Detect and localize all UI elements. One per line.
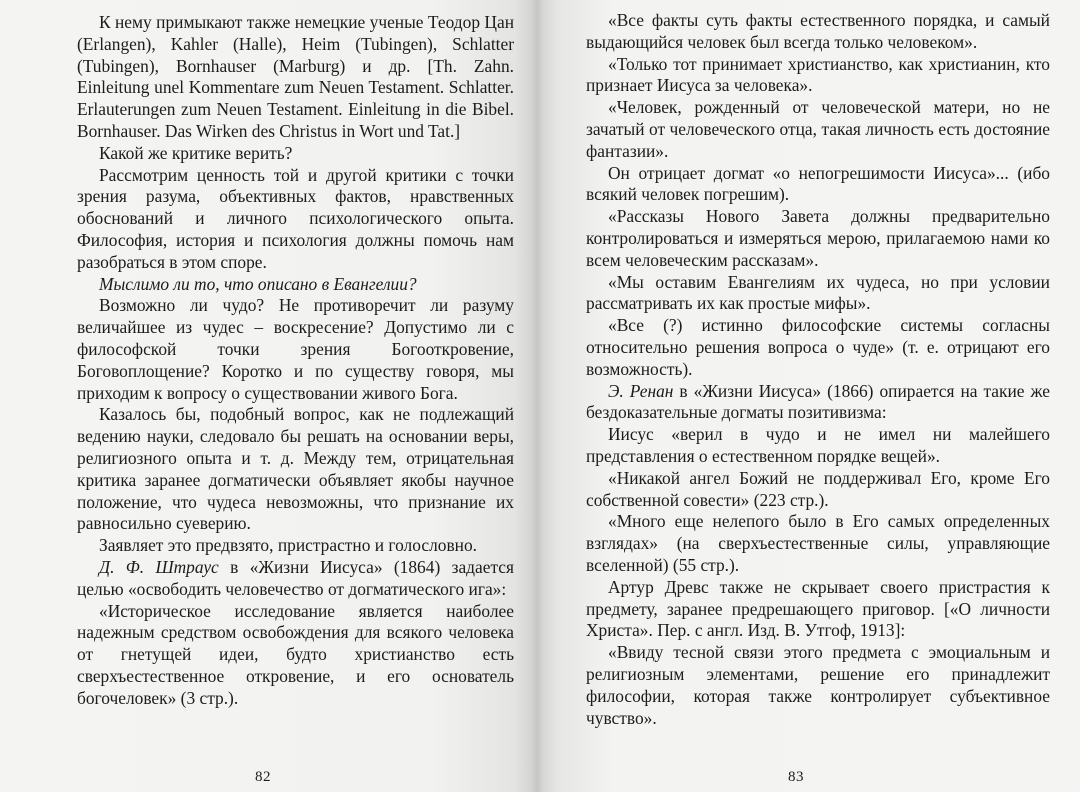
paragraph: Возможно ли чудо? Не противоречит ли разуму величайшее из чудес – воскресение? Допустимо ли с философской точки зрения Богооткровение, Боговоплощение? Коротко и по существу говоря, мы приходим к вопросу о существовании живого Бога. xyxy=(77,295,514,403)
paragraph: Иисус «верил в чудо и не имел ни малейшего представления о естественном порядке вещей». xyxy=(586,424,1050,466)
paragraph: Какой же критике верить? xyxy=(99,142,293,163)
paragraph: «Никакой ангел Божий не поддерживал Его, кроме Его собственной совести» (223 стр.). xyxy=(586,467,1050,510)
paragraph xyxy=(586,381,1050,425)
paragraph-text: в «Жизни Иисуса» (1864) задается целью «освободить человечество от догматического ига»: xyxy=(77,556,514,599)
paragraph: «Мы оставим Евангелиям их чудеса, но при условии рассматривать их как простые мифы». xyxy=(586,271,1050,314)
book-gutter xyxy=(530,0,544,792)
right-page-text xyxy=(586,10,1050,729)
paragraph: «Много еще нелепого было в Его самых определенных взглядах» (на сверхъестественные силы, управляющие вселенной) (55 стр.). xyxy=(586,511,1050,575)
paragraph: «Только тот принимает христианство, как христианин, кто признает Иисуса за человека». xyxy=(586,53,1050,96)
paragraph: Артур Древс также не скрывает своего пристрастия к предмету, заранее предрешающего приговор. [«О личности Христа». Пер. с англ. Изд. В. Утгоф, 1913]: xyxy=(586,576,1050,641)
paragraph: Заявляет это предвзято, пристрастно и голословно. xyxy=(99,535,478,556)
right-page xyxy=(536,0,1080,792)
paragraph: К нему примыкают также немецкие ученые Теодор Цан (Erlangen), Kahler (Halle), Heim (Tubingen), Schlatter (Tubingen), Bornhauser (Marburg) и др. [Th. Zahn. Einleitung unel Kommentare zum Neuen Testament. Schlatter. Erlauterungen zum Neuen Testament. Einleitung in die Bibel. Bornhauser. Das Wirken des Christus in Wort und Tat.] xyxy=(77,12,514,141)
author-name: Д. Ф. Штраус xyxy=(99,556,219,577)
paragraph: «Рассказы Нового Завета должны предварительно контролироваться и измеряться мерою, прилагаемою нами ко всем человеческим рассказам». xyxy=(586,206,1050,270)
paragraph: Казалось бы, подобный вопрос, как не подлежащий ведению науки, следовало бы решать на основании веры, религиозного опыта и т. д. Между тем, отрицательная критика заранее догматически объявляет якобы научное положение, что чудеса невозможны, что признание их равносильно суеверию. xyxy=(77,404,514,534)
paragraph: Рассмотрим ценность той и другой критики с точки зрения разума, объективных фактов, нравственных обоснований и личного психологического опыта. Философия, история и психология должны помочь нам разобраться в этом споре. xyxy=(77,164,514,272)
page-number: 83 xyxy=(788,769,804,785)
paragraph: «Человек, рожденный от человеческой матери, но не зачатый от человеческого отца, такая личность есть достояние фантазии». xyxy=(586,97,1050,161)
paragraph: «Ввиду тесной связи этого предмета с эмоциальным и религиозным элементами, решение его принадлежит философии, которая также контролирует субъективное чувство». xyxy=(586,642,1050,728)
page-number: 82 xyxy=(255,769,271,785)
paragraph-text: в «Жизни Иисуса» (1866) опирается на такие же бездоказательные догматы позитивизма: xyxy=(586,380,1050,423)
left-page-text xyxy=(77,12,514,710)
italic-heading: Мыслимо ли то, что описано в Евангелии? xyxy=(99,273,417,294)
left-page xyxy=(0,0,536,792)
paragraph: «Историческое исследование является наиболее надежным средством освобождения для всякого человека от гнетущей идеи, будто христианство есть сверхъестественное откровение, и его основатель богочеловек» (3 стр.). xyxy=(77,600,514,708)
paragraph: «Все (?) истинно философские системы согласны относительно решения вопроса о чуде» (т. е. отрицают его возможность). xyxy=(586,315,1050,379)
paragraph: «Все факты суть факты естественного порядка, и самый выдающийся человек был всегда только человеком». xyxy=(586,10,1050,52)
author-name: Э. Ренан xyxy=(608,380,674,401)
paragraph: Он отрицает догмат «о непогрешимости Иисуса»... (ибо всякий человек погрешим). xyxy=(586,162,1050,205)
paragraph xyxy=(77,557,514,601)
